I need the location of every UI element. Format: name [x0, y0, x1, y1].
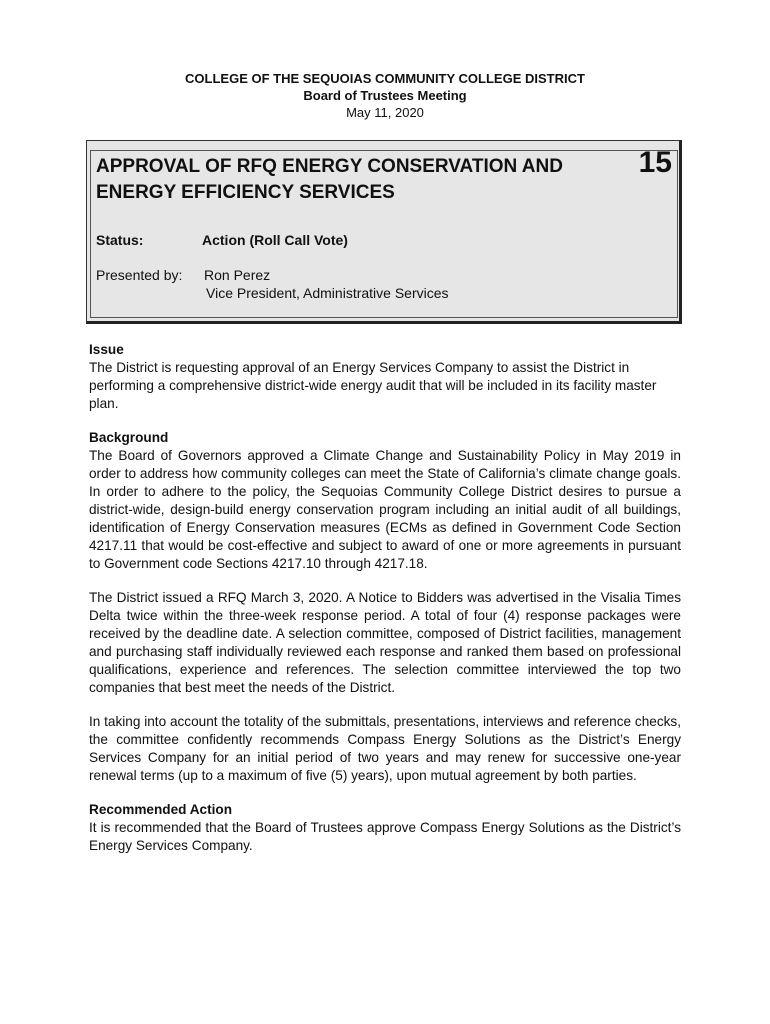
background-paragraph-1: The Board of Governors approved a Climate Change and Sustainability Policy in May 2019 in order to address how community colleges can meet the State of California’s climate change goals. In order to adhere to the policy, the Sequoias Community College District desires to pursue a district-wide, design-build energy conservation program including an initial audit of all buildings, identification of Energy Conservation measures (ECMs as defined in Government Code Section 4217.11 that would be cost-effective and subject to award of one or more agreements in pursuant to Government code Sections 4217.10 through 4217.18. — [89, 448, 681, 571]
recommended-action-section — [89, 801, 681, 855]
agenda-item-number: 15 — [638, 146, 672, 179]
meeting-name: Board of Trustees Meeting — [303, 88, 467, 103]
recommended-action-text: It is recommended that the Board of Trustees approve Compass Energy Solutions as the District’s Energy Services Company. — [89, 820, 681, 853]
district-name: COLLEGE OF THE SEQUOIAS COMMUNITY COLLEGE DISTRICT — [185, 71, 585, 86]
title-line-1: APPROVAL OF RFQ ENERGY CONSERVATION AND — [96, 156, 563, 177]
background-paragraph-3: In taking into account the totality of the submittals, presentations, interviews and reference checks, the committee confidently recommends Compass Energy Solutions as the District’s Energy Services Company for an initial period of two years and may renew for successive one-year renewal terms (up to a maximum of five (5) years), upon mutual agreement by both parties. — [89, 714, 681, 783]
background-paragraph-2: The District issued a RFQ March 3, 2020. A Notice to Bidders was advertised in the Visalia Times Delta twice within the three-week response period. A total of four (4) response packages were received by the deadline date. A selection committee, composed of District facilities, management and purchasing staff individually reviewed each response and ranked them based on professional qualifications, experience and references. The selection committee interviewed the top two companies that best meet the needs of the District. — [89, 590, 681, 695]
issue-text: The District is requesting approval of an Energy Services Company to assist the District in performing a comprehensive district-wide energy audit that will be included in its facility master plan. — [89, 360, 657, 411]
meeting-date: May 11, 2020 — [346, 105, 424, 120]
presented-by-label: Presented by: — [96, 267, 183, 283]
issue-heading: Issue — [89, 342, 124, 357]
presenter-title: Vice President, Administrative Services — [206, 285, 449, 301]
presenter-name: Ron Perez — [204, 267, 271, 283]
background-heading: Background — [89, 430, 169, 445]
background-section — [89, 429, 681, 573]
status-label: Status: — [96, 232, 144, 248]
status-value: Action (Roll Call Vote) — [202, 232, 348, 248]
title-line-2: ENERGY EFFICIENCY SERVICES — [96, 182, 395, 203]
document-body — [89, 341, 681, 871]
issue-section — [89, 341, 681, 413]
recommended-action-heading: Recommended Action — [89, 802, 233, 817]
agenda-item-title — [96, 154, 616, 206]
document-header — [0, 70, 770, 121]
